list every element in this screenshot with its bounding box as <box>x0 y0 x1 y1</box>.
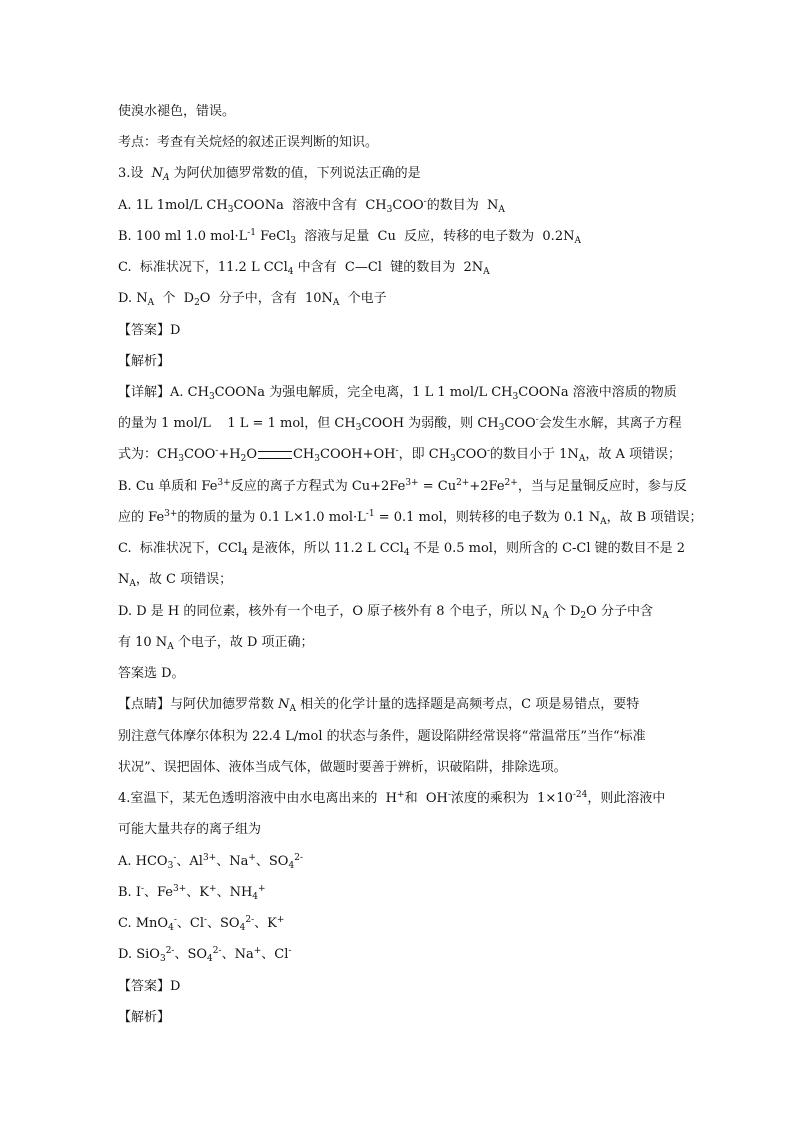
question-4-option-d: D. SiO$_3^{2-}$、$SO_4^{2-}$、Na+、Cl- <box>118 946 292 964</box>
explanation-line-5: 应的 $Fe^{3+}$的物质的量为 0.1 L×1.0 $mol\cdot L^{-1} = 0.1$ mol，则转移的电子数为 0.1 $N_A$，故 B 项错误； <box>118 509 703 527</box>
explanation-line-3: 式为：$CH_3COO^-+H_2O$ $CH_3COOH+OH^-$，即 $CH_3COO^-$的数目小于 $1N_A$，故 A 项错误； <box>118 446 681 464</box>
tip-line-2: 别注意气体摩尔体积为 22.4 L/mol 的状态与条件，题设陷阱经常误将“常温常压”当作“标准 <box>118 729 646 744</box>
text-line-1: 使溴水褪色，错误。 <box>118 104 236 119</box>
tip-line-1: 【点睛】与阿伏加德罗常数 $N_A$ 相关的化学计量的选择题是高频考点，C 项是易错点，要特 <box>118 697 640 714</box>
explanation-line-1: 【详解】A. $CH_3COONa$ 为强电解质，完全电离，1 L 1 mol/L $CH_3COONa$ 溶液中溶质的物质 <box>118 385 677 402</box>
explanation-line-4: B. Cu 单质和 $Fe^{3+}$反应的离子方程式为 $Cu+2Fe^{3+} = Cu^{2+}+2Fe^{2+}$，当与足量铜反应时，参与反 <box>118 478 687 494</box>
question-3-stem: 3.设 $N_A$ 为阿伏加德罗常数的值，下列说法正确的是 <box>118 166 421 183</box>
explanation-line-2: 的量为 1 mol/L 1 L = 1 mol，但 $CH_3COOH$ 为弱酸，则 $CH_3COO^-$会发生水解，其离子方程 <box>118 415 682 433</box>
analysis-label-q4: 【解析】 <box>118 1010 171 1025</box>
question-4-stem-line-1: 4.室温下，某无色透明溶液中由水电离出来的 H+和 OH-浓度的乘积为 $1\times 10^{-24}$，则此溶液中 <box>118 790 666 806</box>
equilibrium-arrow-icon <box>258 451 292 459</box>
question-3-option-b: B. 100 ml 1.0 $mol\cdot L^{-1}$ FeCl$_3$ 溶液与足量 Cu 反应，转移的电子数为 $0.2N_A$ <box>118 228 581 246</box>
answer-label-q4: 【答案】D <box>118 979 181 994</box>
question-3-option-d: D. $N_A$ 个 $D_2O$ 分子中，含有 $10N_A$ 个电子 <box>118 291 387 308</box>
question-3-option-c: C. 标准状况下，11.2 L CCl$_4$ 中含有 C—Cl 键的数目为 $2N_A$ <box>118 260 490 277</box>
explanation-line-9: 有 10 $N_A$ 个电子，故 D 项正确； <box>118 635 314 652</box>
text-line-2: 考点：考查有关烷烃的叙述正误判断的知识。 <box>118 135 379 150</box>
explanation-line-6: C. 标准状况下，CCl$_4$ 是液体，所以 11.2 L CCl$_4$ 不是 0.5 mol，则所含的 C-Cl 键的数目不是 2 <box>118 541 686 558</box>
answer-choice-line: 答案选 D。 <box>118 666 185 681</box>
question-3-option-a: A. 1L 1mol/L $CH_3COONa$ 溶液中含有 $CH_3COO^-$的数目为 $N_A$ <box>118 197 505 215</box>
analysis-label-q3: 【解析】 <box>118 354 171 369</box>
question-4-stem-line-2: 可能大量共存的离子组为 <box>118 822 262 837</box>
answer-label-q3: 【答案】D <box>118 323 181 338</box>
explanation-line-7: $N_A$，故 C 项错误； <box>118 572 233 589</box>
tip-line-3: 状况”、误把固体、液体当成气体，做题时要善于辨析，识破陷阱，排除选项。 <box>118 760 567 775</box>
question-4-option-c: C. MnO$_4$-、Cl-、$SO_4^{2-}$、K+ <box>118 915 285 933</box>
question-4-option-b: B. I-、$Fe^{3+}$、K+、$NH_4^+$ <box>118 884 266 902</box>
question-4-option-a: A. $HCO_3^-$、$Al^{3+}$、Na+、$SO_4^{2-}$ <box>118 853 303 871</box>
explanation-line-8: D. D 是 H 的同位素，核外有一个电子，O 原子核外有 8 个电子，所以 $N_A$ 个 $D_2O$ 分子中含 <box>118 604 653 621</box>
